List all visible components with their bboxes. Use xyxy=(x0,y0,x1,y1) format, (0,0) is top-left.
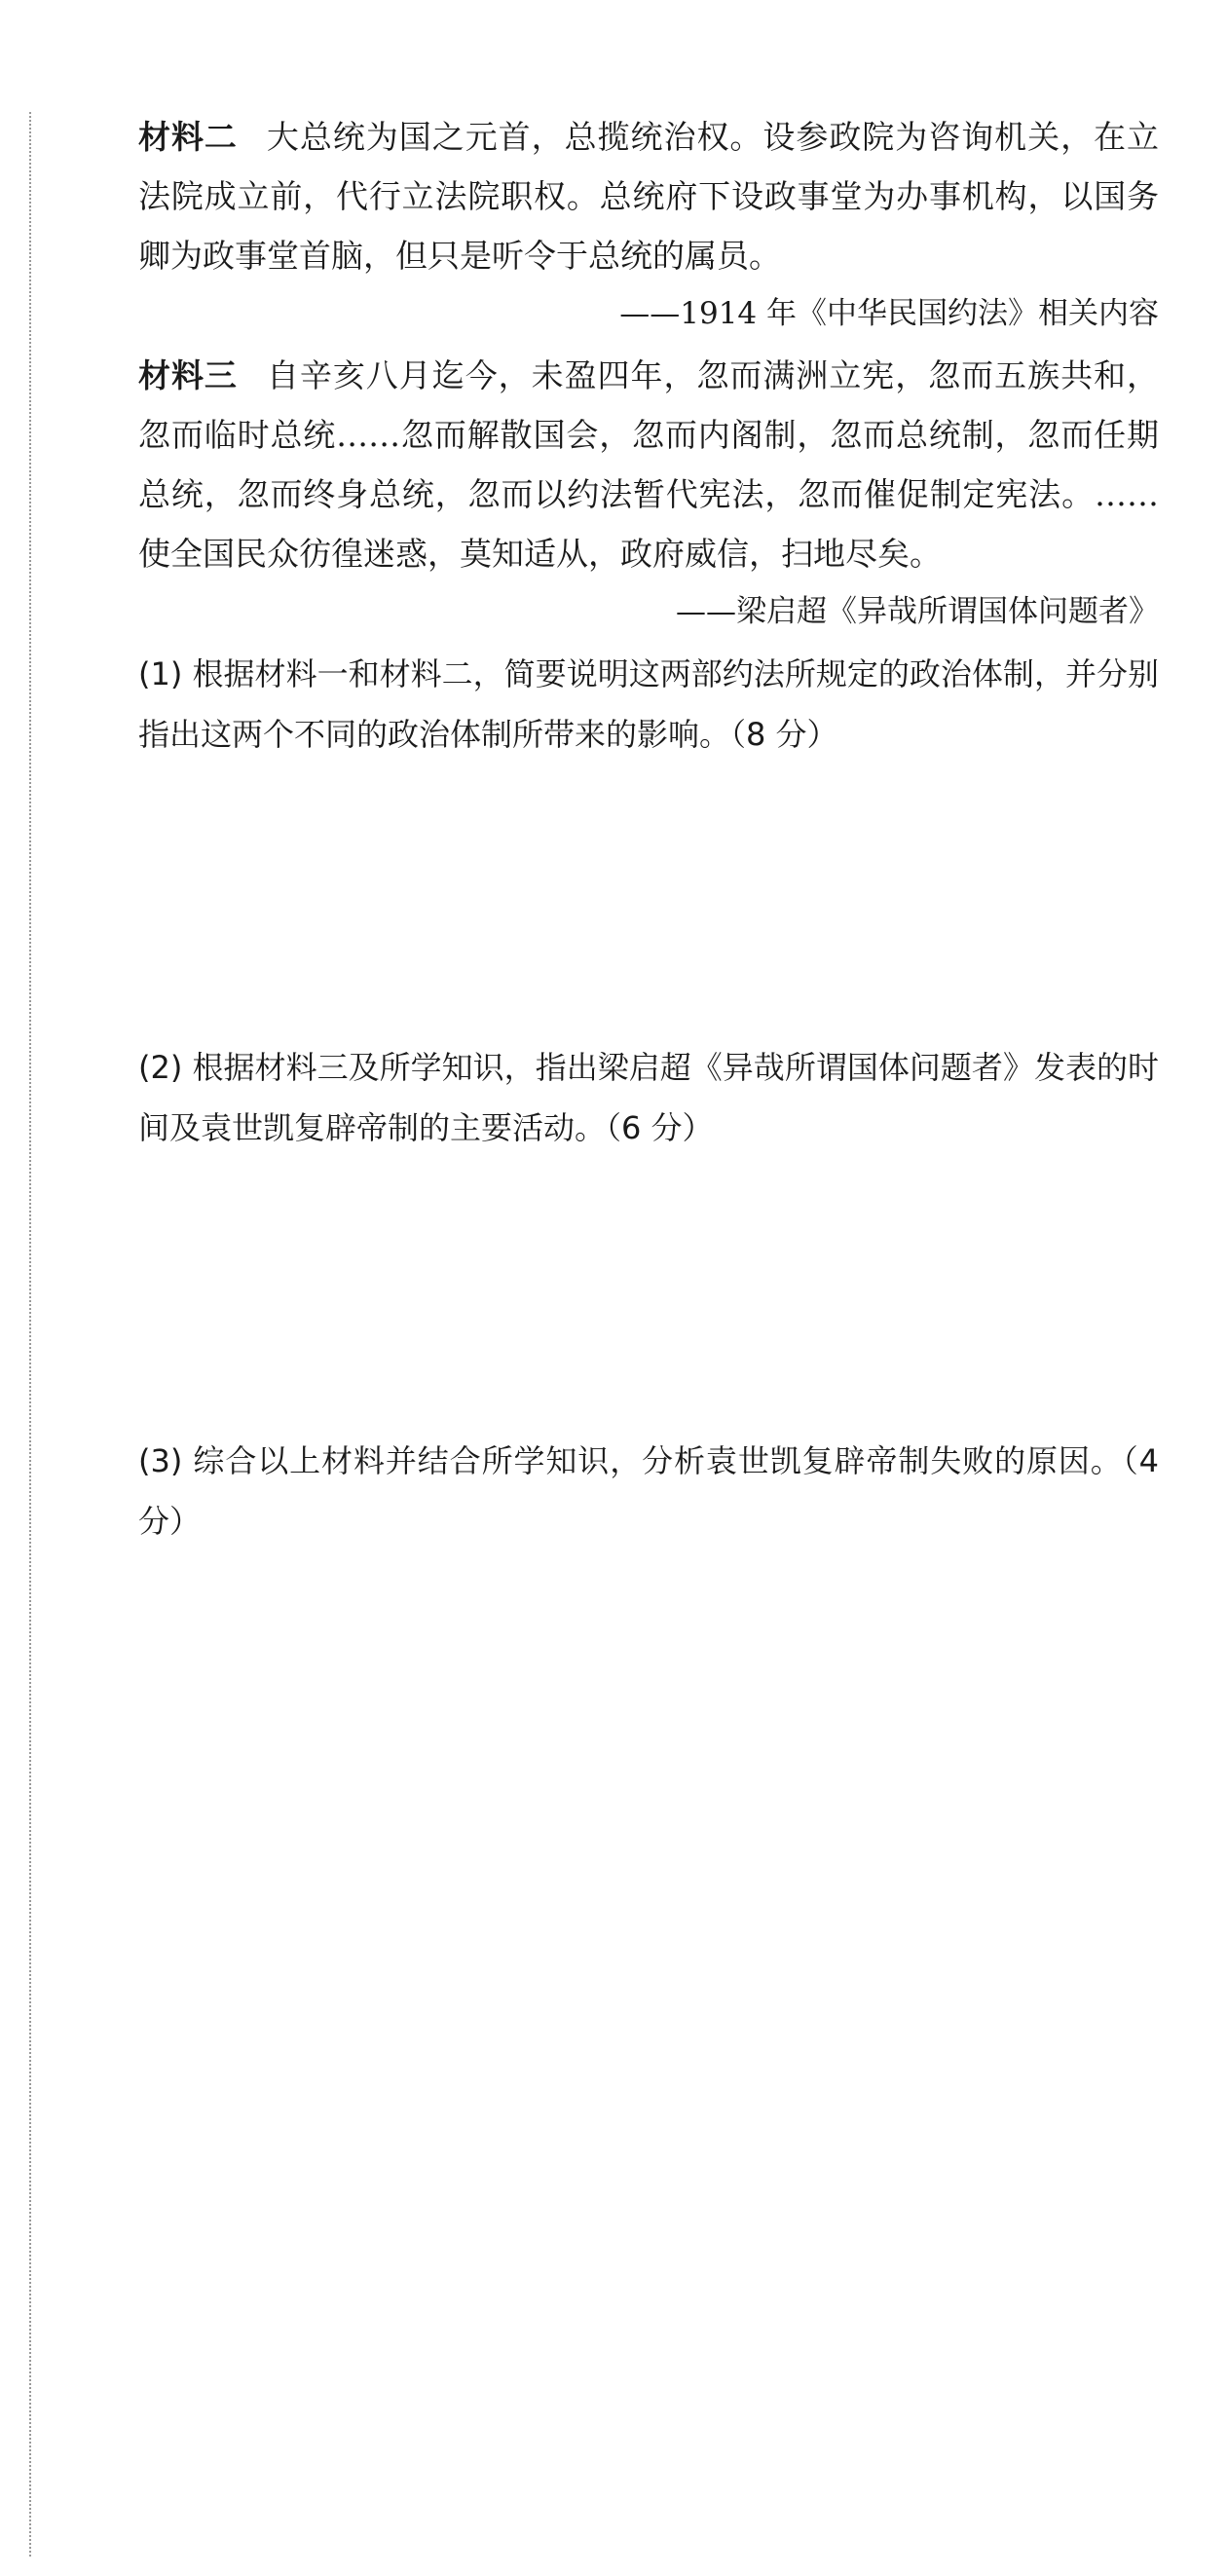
material-3-paragraph xyxy=(138,346,1159,583)
material-3-label: 材料三 xyxy=(138,356,238,394)
binding-margin-line xyxy=(29,112,31,2557)
material-2-source: ——1914 年《中华民国约法》相关内容 xyxy=(619,296,1159,331)
document-content xyxy=(138,107,1159,1551)
question-2: (2) 根据材料三及所学知识，指出梁启超《异哉所谓国体问题者》发表的时间及袁世凯复辟帝制的主要活动。（6 分） xyxy=(138,1049,1159,1146)
material-3-text: 自辛亥八月迄今，未盈四年，忽而满洲立宪，忽而五族共和，忽而临时总统……忽而解散国会，忽而内阁制，忽而总统制，忽而任期总统，忽而终身总统，忽而以约法暂代宪法，忽而催促制定宪法。……使全国民众彷徨迷惑，莫知适从，政府威信，扫地尽矣。 xyxy=(138,356,1160,573)
material-3-source: ——梁启超《异哉所谓国体问题者》 xyxy=(676,594,1159,629)
material-2-paragraph xyxy=(138,107,1159,285)
material-2-text: 大总统为国之元首，总揽统治权。设参政院为咨询机关，在立法院成立前，代行立法院职权。总统府下设政事堂为办事机构，以国务卿为政事堂首脑，但只是听令于总统的属员。 xyxy=(138,118,1160,275)
material-2-label: 材料二 xyxy=(138,118,238,156)
question-1: (1) 根据材料一和材料二，简要说明这两部约法所规定的政治体制，并分别指出这两个不同的政治体制所带来的影响。（8 分） xyxy=(138,655,1159,753)
question-3: (3) 综合以上材料并结合所学知识，分析袁世凯复辟帝制失败的原因。（4 分） xyxy=(138,1442,1159,1540)
